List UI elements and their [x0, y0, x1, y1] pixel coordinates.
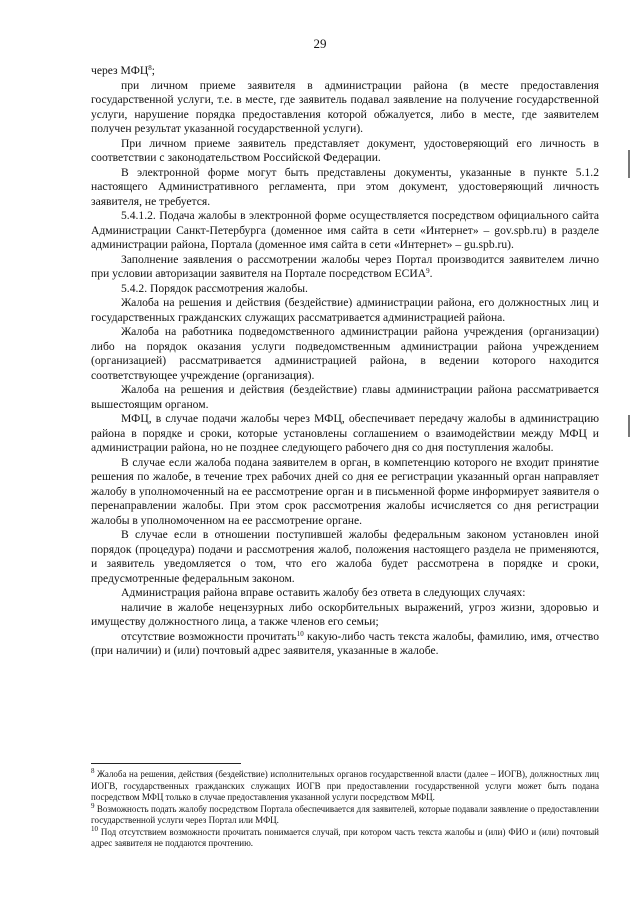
paragraph: через МФЦ$^8$;: [91, 64, 155, 77]
paragraph: при личном приеме заявителя в администрации района (в месте предоставления государственной услуги, т.е. в месте, где заявитель подавал заявление на получение государственной услуги, нарушение порядка предоставления которой обжалуется, либо в месте, где заявителем получен результат указанной государственной услуги).: [91, 78, 599, 135]
scan-edge-mark: [628, 150, 630, 178]
footnote-ref[interactable]: 10: [296, 629, 304, 638]
page-number: 29: [313, 36, 327, 51]
scan-edge-mark: [628, 415, 630, 437]
section-heading: 5.4.2. Порядок рассмотрения жалобы.: [121, 281, 308, 295]
paragraph: 5.4.1.2. Подача жалобы в электронной форме осуществляется посредством официального сайта Администрации Санкт-Петербурга (доменное имя сайта в сети «Интернет» – gov.spb.ru) в разделе администрации района, Портала (доменное имя сайта в сети «Интернет» – gu.spb.ru).: [91, 209, 599, 251]
paragraph: При личном приеме заявитель представляет документ, удостоверяющий его личность в соответствии с законодательством Российской Федерации.: [91, 136, 599, 164]
footnote: $^{10}$ Под отсутствием возможности прочитать понимается случай, при котором часть текста жалобы и (или) ФИО и (или) почтовый адрес заявителя не поддаются прочтению.: [91, 824, 599, 848]
footnote-ref[interactable]: 9: [426, 267, 430, 275]
paragraph: Заполнение заявления о рассмотрении жалобы через Портал производится заявителем лично при условии авторизации заявителя на Портале посредством ЕСИА$^9$.: [91, 252, 599, 280]
paragraph: Жалоба на решения и действия (бездействие) администрации района, его должностных лиц и государственных гражданских служащих рассматривается администрацией района.: [91, 296, 599, 324]
paragraph: наличие в жалобе нецензурных либо оскорбительных выражений, угроз жизни, здоровью и имуществу должностного лица, а также членов его семьи;: [91, 600, 599, 628]
paragraph: В случае если жалоба подана заявителем в орган, в компетенцию которого не входит принятие решения по жалобе, в течение трех рабочих дней со дня ее регистрации указанный орган направляет жалобу в уполномоченный на ее рассмотрение орган и в письменной форме информирует заявителя о перенаправлении жалобы. При этом срок рассмотрения жалобы исчисляется со дня регистрации жалобы в уполномоченном на ее рассмотрение органе.: [91, 455, 599, 527]
paragraph: В электронной форме могут быть представлены документы, указанные в пункте 5.1.2 настоящего Административного регламента, при этом документ, удостоверяющий личность заявителя, не требуется.: [91, 165, 599, 208]
paragraph: отсутствие возможности прочитать$^{10}$ какую-либо часть текста жалобы, фамилию, имя, отчество (при наличии) и (или) почтовый адрес заявителя, указанные в жалобе.: [91, 629, 600, 657]
footnotes: [91, 769, 599, 850]
footnote-divider: [91, 763, 241, 764]
footnote: $^8$ Жалоба на решения, действия (бездействие) исполнительных органов государственной власти (далее – ИОГВ), должностных лиц ИОГВ, государственных гражданских служащих ИОГВ при предоставлении государственной услуги может быть подана посредством МФЦ только в случае предоставления указанной услуги посредством МФЦ.: [91, 767, 599, 802]
paragraph: В случае если в отношении поступившей жалобы федеральным законом установлен иной порядок (процедура) подачи и рассмотрения жалоб, положения настоящего раздела не применяются, и заявитель уведомляется о том, что его жалоба будет рассмотрена в порядке и сроки, предусмотренные федеральным законом.: [91, 528, 599, 585]
main-text: [91, 64, 599, 659]
footnote-ref[interactable]: 8: [148, 64, 152, 72]
paragraph: Жалоба на решения и действия (бездействие) главы администрации района рассматривается вышестоящим органом.: [91, 383, 599, 411]
footnote: $^9$ Возможность подать жалобу посредством Портала обеспечивается для заявителей, которые подавали заявление о предоставлении государственной услуги через Портал или МФЦ.: [91, 801, 599, 825]
paragraph: МФЦ, в случае подачи жалобы через МФЦ, обеспечивает передачу жалобы в администрацию района в порядке и сроки, которые установлены соглашением о взаимодействии между МФЦ и администрации района, но не позднее следующего рабочего дня со дня поступления жалобы.: [91, 412, 599, 454]
paragraph: Администрация района вправе оставить жалобу без ответа в следующих случаях:: [121, 586, 526, 599]
paragraph: Жалоба на работника подведомственного администрации района учреждения (организации) либо на порядок оказания услуги подведомственным администрации района учреждением (организацией) рассматривается администрацией района, в ведении которого находится соответствующее учреждение (организация).: [91, 325, 599, 382]
